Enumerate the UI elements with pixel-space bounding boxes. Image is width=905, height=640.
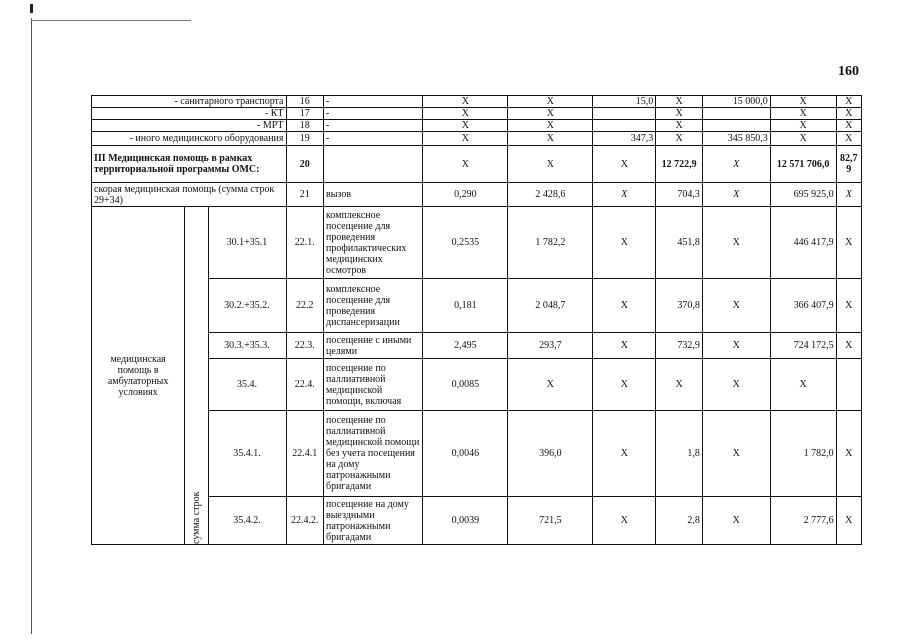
cell: X [702, 497, 770, 545]
cell: 1 782,2 [508, 207, 593, 279]
cell: X [423, 120, 508, 132]
cell: 732,9 [656, 333, 703, 359]
cell: X [770, 120, 836, 132]
cell: 721,5 [508, 497, 593, 545]
cell: X [770, 96, 836, 108]
row-code: 18 [286, 120, 323, 132]
row-ref: 35.4.2. [208, 497, 286, 545]
cell: X [508, 108, 593, 120]
cell: X [836, 279, 861, 333]
cell: 2,495 [423, 333, 508, 359]
cell: X [593, 333, 656, 359]
cell: 695 925,0 [770, 183, 836, 207]
cell: X [836, 207, 861, 279]
cell: 0,290 [423, 183, 508, 207]
cell: X [656, 132, 703, 146]
cell: 2 777,6 [770, 497, 836, 545]
row-label: скорая медицинская помощь (сумма строк 29+34) [92, 183, 287, 207]
row-unit: комплексное посещение для проведения диспансеризации [323, 279, 422, 333]
cell: X [508, 146, 593, 183]
cell: X [508, 359, 593, 411]
row-unit: - [323, 108, 422, 120]
cell: X [836, 120, 861, 132]
cell [836, 359, 861, 411]
cell: 0,2535 [423, 207, 508, 279]
data-table [91, 95, 862, 545]
cell: X [836, 132, 861, 146]
cell: X [508, 132, 593, 146]
cell: X [702, 333, 770, 359]
row-ref: 35.4. [208, 359, 286, 411]
table-row [92, 183, 862, 207]
row-label: - санитарного транспорта [92, 96, 287, 108]
group-label: медицинская помощь в амбулаторных условиях [92, 207, 185, 545]
cell: X [593, 411, 656, 497]
cell: 345 850,3 [702, 132, 770, 146]
row-ref: 35.4.1. [208, 411, 286, 497]
row-code: 22.4.2. [286, 497, 323, 545]
cell: X [702, 146, 770, 183]
cell [593, 108, 656, 120]
cell: X [593, 207, 656, 279]
row-unit: - [323, 132, 422, 146]
cell: X [836, 108, 861, 120]
row-label: - МРТ [92, 120, 287, 132]
scan-line-left [31, 18, 32, 634]
cell: 2 428,6 [508, 183, 593, 207]
cell: X [508, 96, 593, 108]
table-row [92, 207, 862, 279]
cell: X [508, 120, 593, 132]
row-unit: посещение с иными целями [323, 333, 422, 359]
cell: X [423, 146, 508, 183]
cell: X [702, 411, 770, 497]
cell: X [593, 146, 656, 183]
row-unit: - [323, 120, 422, 132]
cell: 2 048,7 [508, 279, 593, 333]
row-ref: 30.1+35.1 [208, 207, 286, 279]
table-row [92, 96, 862, 108]
row-code: 22.2 [286, 279, 323, 333]
page-number: 160 [838, 64, 859, 79]
table-row [92, 108, 862, 120]
cell: X [656, 359, 703, 411]
cell: 12 571 706,0 [770, 146, 836, 183]
cell: X [770, 132, 836, 146]
cell: X [836, 497, 861, 545]
row-unit: вызов [323, 183, 422, 207]
cell: X [836, 333, 861, 359]
cell: X [593, 183, 656, 207]
row-ref: 30.2.+35.2. [208, 279, 286, 333]
cell: 347,3 [593, 132, 656, 146]
row-code: 22.1. [286, 207, 323, 279]
cell: 396,0 [508, 411, 593, 497]
cell: 1,8 [656, 411, 703, 497]
row-unit: - [323, 96, 422, 108]
cell: 15 000,0 [702, 96, 770, 108]
row-label: - КТ [92, 108, 287, 120]
cell: X [656, 120, 703, 132]
cell: X [836, 183, 861, 207]
cell: X [423, 96, 508, 108]
cell: 446 417,9 [770, 207, 836, 279]
cell: X [656, 108, 703, 120]
scan-mark-top-left [30, 4, 33, 13]
cell: 1 782,0 [770, 411, 836, 497]
table-row-section [92, 146, 862, 183]
cell: 12 722,9 [656, 146, 703, 183]
table-row [92, 132, 862, 146]
row-code: 17 [286, 108, 323, 120]
cell: 293,7 [508, 333, 593, 359]
cell: 704,3 [656, 183, 703, 207]
row-ref: 30.3.+35.3. [208, 333, 286, 359]
row-unit: комплексное посещение для проведения профилактических медицинских осмотров [323, 207, 422, 279]
cell: X [423, 132, 508, 146]
cell: X [770, 108, 836, 120]
row-code: 22.4.1 [286, 411, 323, 497]
cell: 0,0085 [423, 359, 508, 411]
cell: X [593, 279, 656, 333]
cell [702, 108, 770, 120]
cell: X [836, 96, 861, 108]
cell: X [702, 183, 770, 207]
cell: 15,0 [593, 96, 656, 108]
cell [593, 120, 656, 132]
section-label: III Медицинская помощь в рамках территориальной программы ОМС: [92, 146, 287, 183]
table-row [92, 120, 862, 132]
sum-rows-label: сумма строк [185, 207, 208, 545]
row-label: - иного медицинского оборудования [92, 132, 287, 146]
row-code: 22.3. [286, 333, 323, 359]
row-code: 21 [286, 183, 323, 207]
cell: 366 407,9 [770, 279, 836, 333]
cell: 370,8 [656, 279, 703, 333]
cell: X [702, 207, 770, 279]
row-unit: посещение на дому выездными патронажными бригадами [323, 497, 422, 545]
scan-line-top [31, 20, 191, 21]
cell: 451,8 [656, 207, 703, 279]
cell: 2,8 [656, 497, 703, 545]
row-unit: посещение по паллиативной медицинской помощи без учета посещения на дому патронажными бригадами [323, 411, 422, 497]
cell: 0,181 [423, 279, 508, 333]
row-code: 16 [286, 96, 323, 108]
cell: X [656, 96, 703, 108]
row-unit: посещение по паллиативной медицинской помощи, включая [323, 359, 422, 411]
cell: X [423, 108, 508, 120]
cell: X [770, 359, 836, 411]
cell: X [702, 279, 770, 333]
cell: 724 172,5 [770, 333, 836, 359]
cell: X [836, 411, 861, 497]
cell: 0,0039 [423, 497, 508, 545]
cell [702, 120, 770, 132]
row-unit [323, 146, 422, 183]
cell: X [702, 359, 770, 411]
row-code: 19 [286, 132, 323, 146]
row-code: 22.4. [286, 359, 323, 411]
cell: X [593, 497, 656, 545]
cell: X [593, 359, 656, 411]
row-code: 20 [286, 146, 323, 183]
cell: 0,0046 [423, 411, 508, 497]
cell: 82,79 [836, 146, 861, 183]
